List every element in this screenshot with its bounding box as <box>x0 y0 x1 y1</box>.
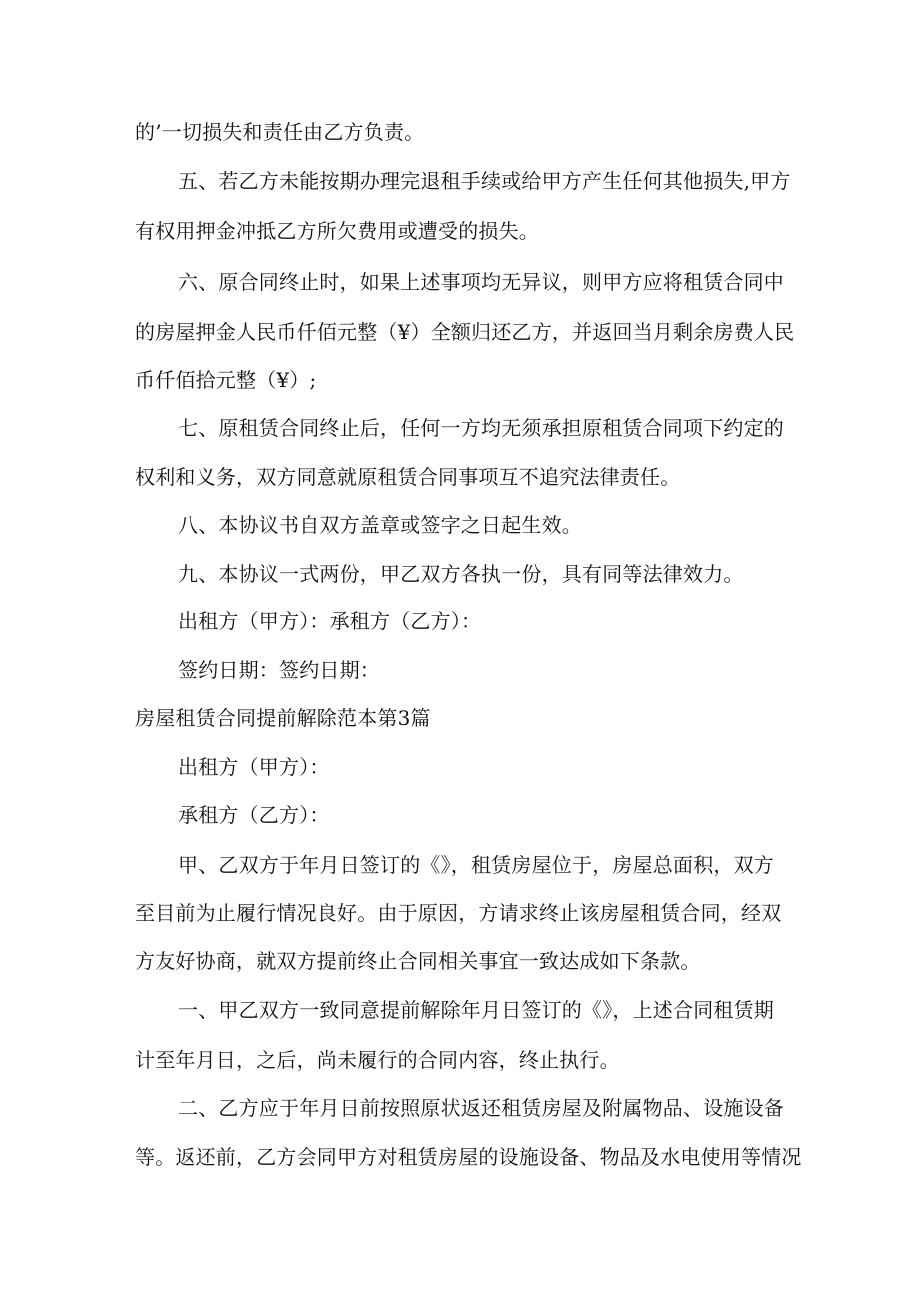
text-line: 甲、乙双方于年月日签订的《》，租赁房屋位于，房屋总面积，双方 <box>178 853 774 877</box>
text-line: 五、若乙方未能按期办理完退租手续或给甲方产生任何其他损失,甲方 <box>178 169 791 193</box>
section-heading: 房屋租赁合同提前解除范本第3篇 <box>135 706 431 730</box>
text-line: 六、原合同终止时，如果上述事项均无异议，则甲方应将租赁合同中 <box>178 270 784 294</box>
text-line: 七、原租赁合同终止后，任何一方均无须承担原租赁合同项下约定的 <box>178 416 784 440</box>
signing-date-line: 签约日期：签约日期： <box>178 658 380 682</box>
lessee-line: 承租方（乙方）： <box>178 803 330 827</box>
text-line: 九、本协议一式两份，甲乙双方各执一份，具有同等法律效力。 <box>178 562 744 586</box>
text-line: 等。返还前，乙方会同甲方对租赁房屋的设施设备、物品及水电使用等情况 <box>135 1145 802 1169</box>
lessor-line: 出租方（甲方）： <box>178 755 330 779</box>
text-line: 二、乙方应于年月日前按照原状返还租赁房屋及附属物品、设施设备 <box>178 1096 784 1120</box>
text-line: 权利和义务，双方同意就原租赁合同事项互不追究法律责任。 <box>135 465 681 489</box>
text-line: 的房屋押金人民币仟佰元整（¥）全额归还乙方，并返回当月剩余房费人民 <box>135 320 795 344</box>
signature-parties-line: 出租方（甲方）：承租方（乙方）： <box>178 609 482 633</box>
text-line: 计至年月日，之后，尚未履行的合同内容，终止执行。 <box>135 1048 620 1072</box>
text-line: 一、甲乙双方一致同意提前解除年月日签订的《》，上述合同租赁期 <box>178 998 774 1022</box>
text-line: 八、本协议书自双方盖章或签字之日起生效。 <box>178 513 582 537</box>
text-line: 币仟佰拾元整（¥）; <box>135 368 317 392</box>
text-line: 有权用押金冲抵乙方所欠费用或遭受的损失。 <box>135 219 539 243</box>
text-line: 至目前为止履行情况良好。由于原因，方请求终止该房屋租赁合同，经双 <box>135 901 782 925</box>
text-line: 方友好协商，就双方提前终止合同相关事宜一致达成如下条款。 <box>135 949 701 973</box>
text-line: 的’一切损失和责任由乙方负责。 <box>135 120 425 144</box>
